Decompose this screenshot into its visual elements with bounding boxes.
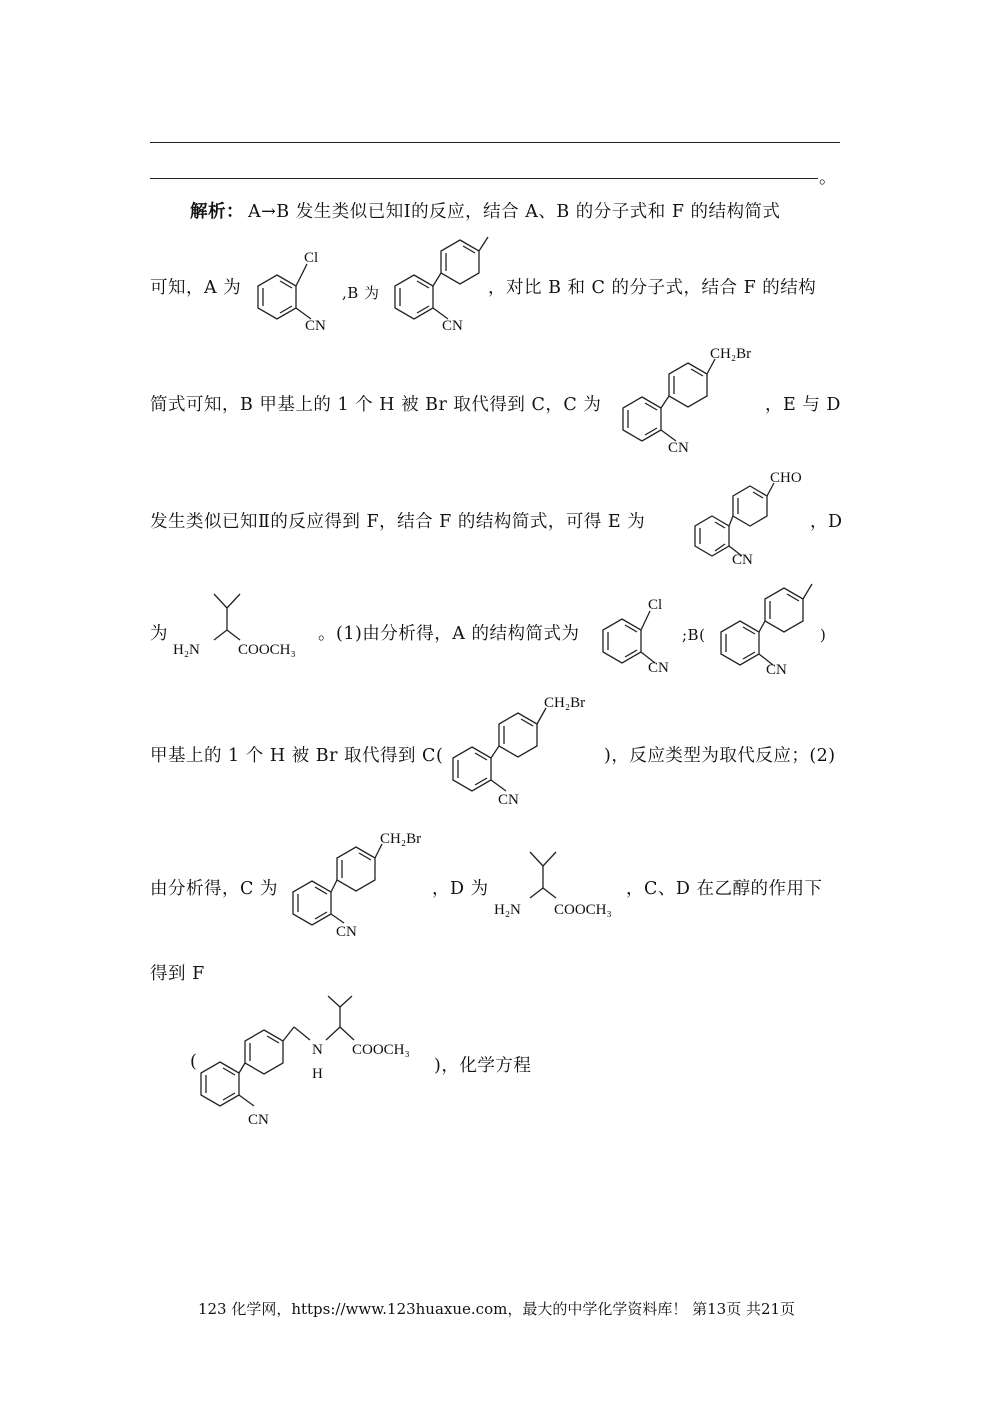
cl-label: Cl xyxy=(304,250,319,266)
structure-c-bromomethylbiphenyl-carbonitrile xyxy=(450,688,610,808)
structure-d-valine-methyl-ester xyxy=(492,848,642,920)
structure-b-methylbiphenyl-carbonitrile xyxy=(392,230,502,334)
structure-d-valine-methyl-ester xyxy=(170,590,320,662)
cooch3-label: COOCH₃ xyxy=(238,642,296,658)
cn-label: CN xyxy=(442,318,463,334)
cooch3-label: COOCH₃ xyxy=(352,1042,410,1058)
page-footer: 123 化学网，https://www.123huaxue.com，最大的中学化学资料库！ 第13页 共21页 xyxy=(197,1300,796,1318)
structure-a-chlorobenzonitrile xyxy=(255,248,355,334)
analysis-text-7c: ，C、D 在乙醇的作用下 xyxy=(626,879,823,899)
analysis-text-5a: 为 xyxy=(150,624,168,644)
answer-blank-line-2 xyxy=(150,178,818,179)
analysis-text-2c: ，对比 B 和 C 的分子式，结合 F 的结构 xyxy=(488,278,817,298)
cn-label: CN xyxy=(766,662,787,678)
structure-e-formylbiphenyl-carbonitrile xyxy=(690,466,820,570)
structure-c-bromomethylbiphenyl-carbonitrile xyxy=(290,826,450,940)
cn-label: CN xyxy=(248,1112,269,1128)
ch2br-label: CH₂Br xyxy=(380,831,422,847)
cn-label: CN xyxy=(668,440,689,456)
cn-label: CN xyxy=(732,552,753,568)
nh-n-label: N xyxy=(312,1042,323,1058)
analysis-text-4a: 发生类似已知Ⅱ的反应得到 F，结合 F 的结构简式，可得 E 为 xyxy=(150,512,646,532)
h2n-label: H₂N xyxy=(173,642,200,658)
structure-f-product xyxy=(198,992,448,1132)
nh-h-label: H xyxy=(312,1066,323,1082)
cn-label: CN xyxy=(305,318,326,334)
analysis-text-5c: ;B( xyxy=(682,626,706,644)
structure-c-bromomethylbiphenyl-carbonitrile xyxy=(620,342,770,458)
cn-label: CN xyxy=(336,924,357,940)
analysis-text-6b: )，反应类型为取代反应；(2) xyxy=(604,746,836,766)
analysis-text-4b: ，D xyxy=(810,512,843,532)
ch2br-label: CH₂Br xyxy=(710,346,752,362)
analysis-text-3a: 简式可知，B 甲基上的 1 个 H 被 Br 取代得到 C，C 为 xyxy=(150,395,602,415)
analysis-text-3b: ，E 与 D xyxy=(765,395,841,415)
analysis-text-2b: ,B 为 xyxy=(342,284,380,302)
analysis-text-8a: 得到 F xyxy=(150,964,205,984)
cho-label: CHO xyxy=(770,470,802,486)
answer-blank-line-1 xyxy=(150,142,840,143)
analysis-text-7a: 由分析得，C 为 xyxy=(150,879,278,899)
structure-b-methylbiphenyl-carbonitrile xyxy=(718,578,828,678)
h2n-label: H₂N xyxy=(494,902,521,918)
cl-label: Cl xyxy=(648,597,663,613)
analysis-text-7b: ，D 为 xyxy=(432,879,489,899)
analysis-text-5d: ) xyxy=(820,626,827,644)
answer-blank-end: 。 xyxy=(819,168,837,188)
cooch3-label: COOCH₃ xyxy=(554,902,612,918)
analysis-text-9a: ( xyxy=(190,1052,198,1072)
cn-label: CN xyxy=(498,792,519,808)
analysis-text-5b: 。(1)由分析得，A 的结构简式为 xyxy=(318,624,580,644)
analysis-text-6a: 甲基上的 1 个 H 被 Br 取代得到 C( xyxy=(150,746,444,766)
analysis-text-1: A→B 发生类似已知Ⅰ的反应，结合 A、B 的分子式和 F 的结构简式 xyxy=(248,202,781,222)
cn-label: CN xyxy=(648,660,669,676)
ch2br-label: CH₂Br xyxy=(544,695,586,711)
analysis-text-9b: )，化学方程 xyxy=(434,1056,532,1076)
analysis-label: 解析： xyxy=(190,202,244,222)
analysis-text-2a: 可知，A 为 xyxy=(150,278,242,298)
